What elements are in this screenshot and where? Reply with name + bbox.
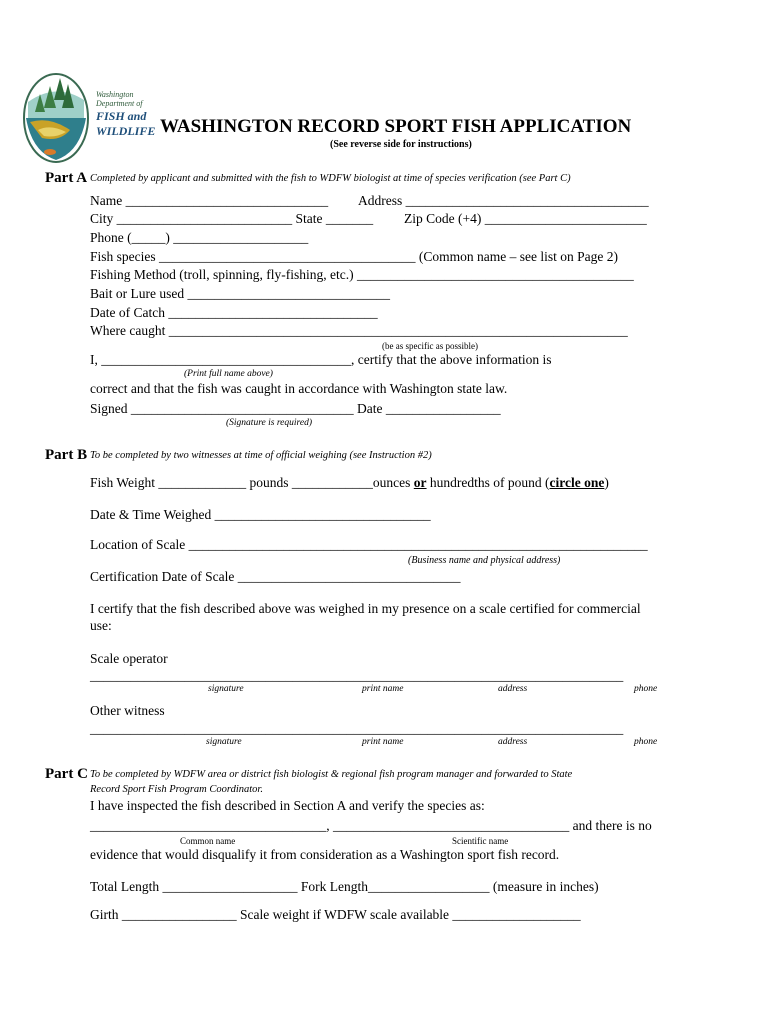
name-field[interactable]: Name ______________________________	[90, 193, 329, 208]
other-witness-label: Other witness	[90, 703, 165, 718]
inspected-statement: I have inspected the fish described in Section A and verify the species as:	[90, 798, 485, 813]
logo-text-1: Washington	[96, 90, 134, 99]
witness-address-col: address	[498, 737, 528, 747]
logo-text-4: WILDLIFE	[96, 124, 156, 138]
weigh-certify-statement-2: use:	[90, 618, 112, 633]
certification-date-field[interactable]: Certification Date of Scale _________________________________	[90, 569, 461, 584]
girth-field[interactable]: Girth _________________ Scale weight if WDFW scale available ___________________	[90, 907, 581, 922]
operator-print-col: print name	[362, 684, 404, 694]
part-b-description: To be completed by two witnesses at time of official weighing (see Instruction #2)	[90, 450, 432, 461]
part-a-description: Completed by applicant and submitted with the fish to WDFW biologist at time of species verification (see Part C)	[90, 173, 571, 184]
weigh-certify-statement: I certify that the fish described above was weighed in my presence on a scale certified for commercial	[90, 601, 641, 616]
fish-weight-field[interactable]	[90, 475, 609, 491]
part-b-label: Part B	[45, 447, 88, 463]
where-caught-field[interactable]: Where caught ____________________________________________________________________	[90, 323, 628, 338]
certify-name-field[interactable]: I, _____________________________________, certify that the above information is	[90, 352, 552, 367]
length-field[interactable]: Total Length ____________________ Fork Length__________________ (measure in inches)	[90, 879, 599, 894]
common-name-note: Common name	[180, 836, 236, 846]
part-c-description-1: To be completed by WDFW area or district fish biologist & regional fish program manager and forwarded to State	[90, 769, 573, 780]
circle-one-text: circle one	[549, 475, 605, 490]
bait-field[interactable]: Bait or Lure used ______________________________	[90, 286, 390, 301]
logo-text-3: FISH and	[96, 109, 147, 123]
species-names-field[interactable]: ___________________________________, ___________________________________ and there is no	[90, 818, 652, 833]
fishing-method-field[interactable]: Fishing Method (troll, spinning, fly-fishing, etc.) _________________________________________	[90, 267, 634, 282]
witness-phone-col: phone	[634, 737, 658, 747]
scale-location-field[interactable]: Location of Scale ____________________________________________________________________	[90, 537, 648, 552]
print-name-note: (Print full name above)	[184, 369, 273, 379]
page-subtitle: (See reverse side for instructions)	[330, 139, 472, 150]
witness-print-col: print name	[362, 737, 404, 747]
certify-statement: correct and that the fish was caught in accordance with Washington state law.	[90, 381, 508, 396]
where-caught-note: (be as specific as possible)	[382, 341, 478, 351]
catch-date-field[interactable]: Date of Catch _______________________________	[90, 305, 378, 320]
zip-field[interactable]: Zip Code (+4) ________________________	[404, 211, 647, 226]
address-field[interactable]: Address ____________________________________	[358, 193, 649, 208]
fish-weight-end: )	[604, 475, 609, 490]
signature-note: (Signature is required)	[226, 418, 313, 428]
part-c-description-2: Record Sport Fish Program Coordinator.	[90, 784, 263, 795]
scale-operator-line[interactable]: _______________________________________________________________________________	[90, 668, 624, 683]
page-title: WASHINGTON RECORD SPORT FISH APPLICATION	[160, 116, 632, 137]
or-text: or	[413, 475, 427, 490]
wdfw-logo	[20, 72, 160, 164]
date-time-weighed-field[interactable]: Date & Time Weighed ________________________________	[90, 507, 431, 522]
scale-operator-label: Scale operator	[90, 651, 168, 666]
phone-field[interactable]: Phone (_____) ____________________	[90, 230, 309, 245]
operator-address-col: address	[498, 684, 528, 694]
other-witness-line[interactable]: _______________________________________________________________________________	[90, 721, 624, 736]
scientific-name-note: Scientific name	[452, 836, 509, 846]
operator-signature-col: signature	[208, 684, 244, 694]
city-state-field[interactable]: City __________________________ State _______	[90, 211, 374, 226]
signed-date-field[interactable]: Signed _________________________________ Date _________________	[90, 401, 501, 416]
part-c-label: Part C	[45, 766, 88, 782]
logo-text-2: Department of	[96, 99, 143, 108]
scale-location-note: (Business name and physical address)	[408, 555, 561, 566]
fish-weight-text: Fish Weight _____________ pounds ____________ounces	[90, 475, 414, 490]
fish-weight-mid: hundredths of pound (	[426, 475, 550, 490]
evidence-statement: evidence that would disqualify it from consideration as a Washington sport fish record.	[90, 847, 560, 862]
operator-phone-col: phone	[634, 684, 658, 694]
part-a-label: Part A	[45, 170, 88, 186]
witness-signature-col: signature	[206, 737, 242, 747]
species-field[interactable]: Fish species ______________________________________ (Common name – see list on Page 2)	[90, 249, 618, 264]
